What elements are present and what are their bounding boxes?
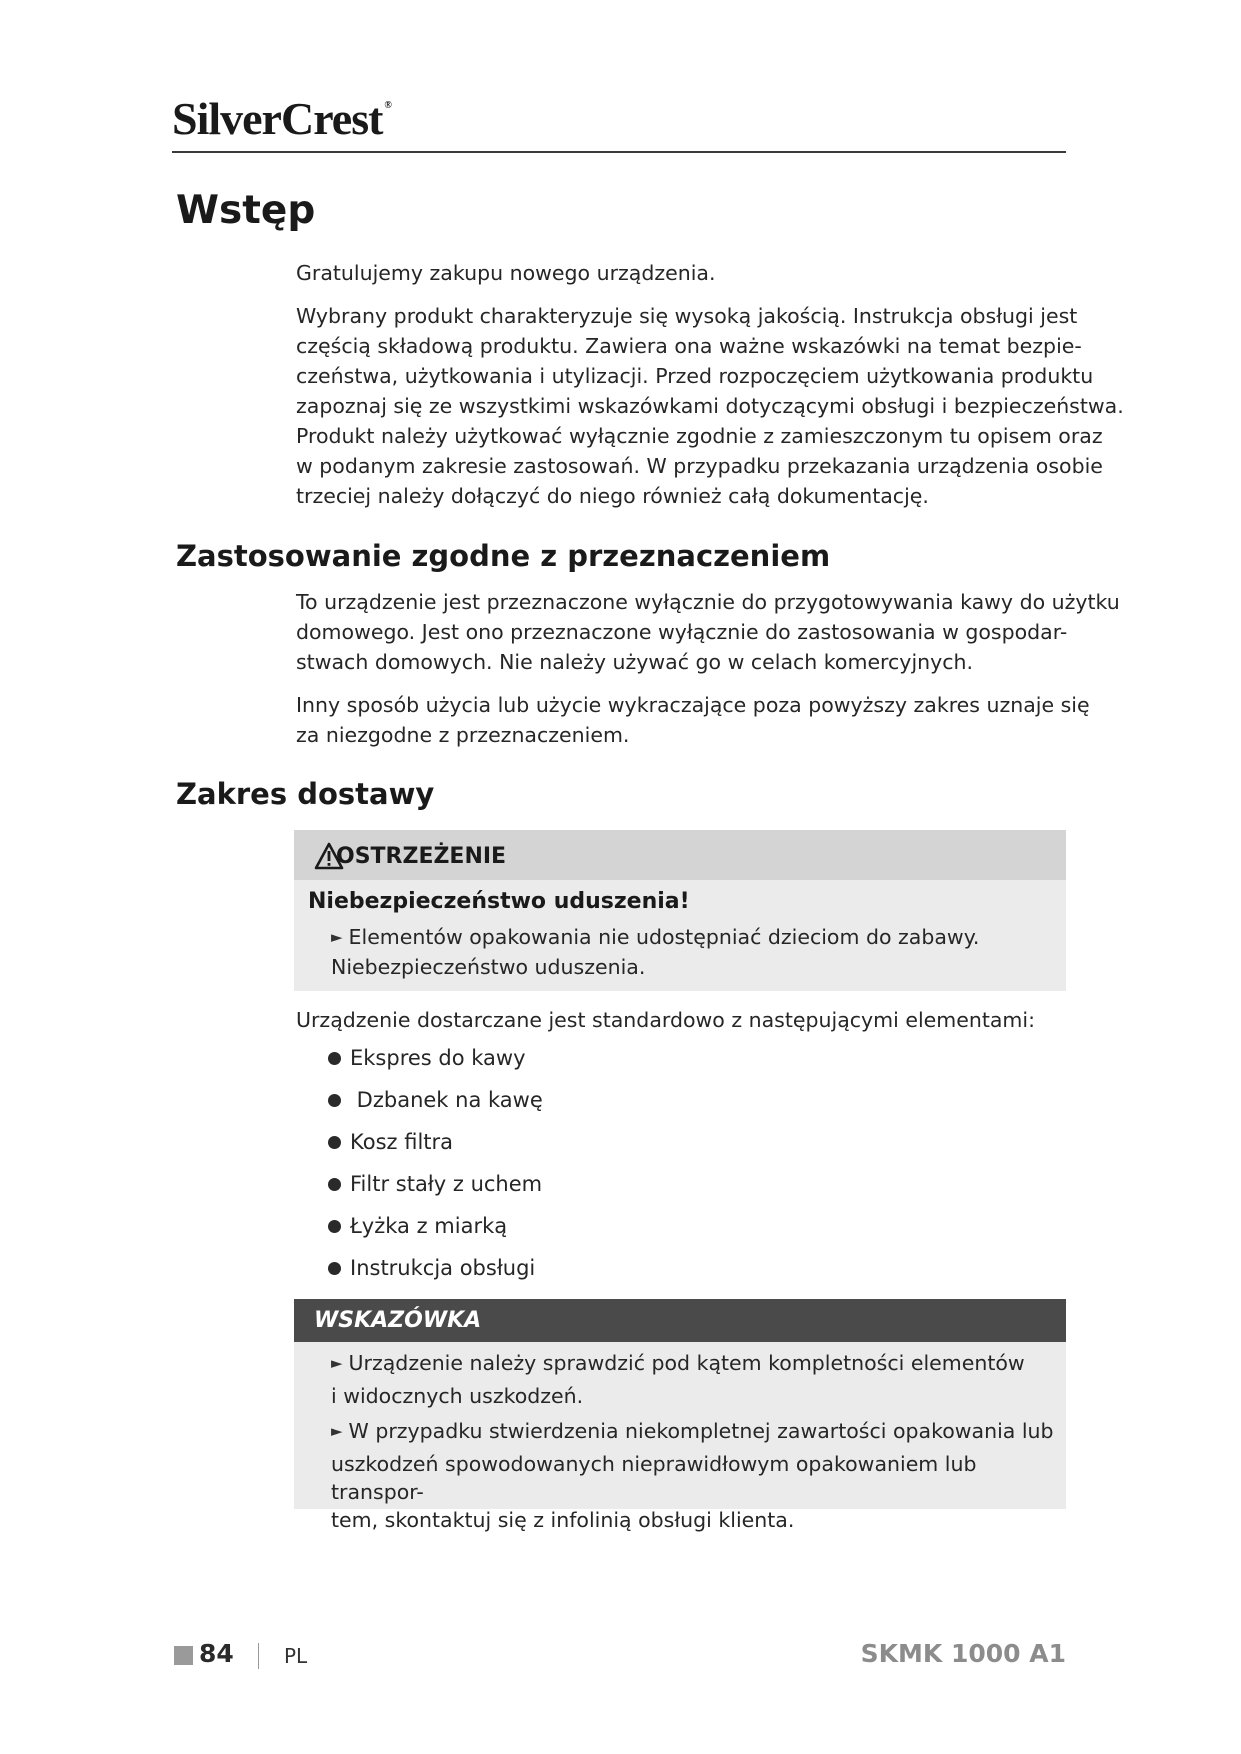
- list-item: Kosz filtra: [328, 1130, 453, 1154]
- warning-title: OSTRZEŻENIE: [314, 842, 506, 870]
- section-heading-intended-use: Zastosowanie zgodne z przeznaczeniem: [176, 539, 831, 573]
- list-item: Ekspres do kawy: [328, 1046, 526, 1070]
- bullet-icon: [328, 1262, 341, 1275]
- bullet-icon: [328, 1052, 341, 1065]
- note-item-1: ► Urządzenie należy sprawdzić pod kątem kompletności elementów i widocznych uszkodzeń.: [331, 1351, 1025, 1408]
- warning-box: [294, 830, 1066, 991]
- list-item: Filtr stały z uchem: [328, 1172, 542, 1196]
- intro-congrats: Gratulujemy zakupu nowego urządzenia.: [296, 261, 716, 285]
- section-heading-delivery: Zakres dostawy: [176, 777, 435, 811]
- warning-subtitle: Niebezpieczeństwo uduszenia!: [308, 889, 690, 914]
- note-box: [294, 1299, 1066, 1532]
- note-item-2: ► W przypadku stwierdzenia niekompletnej zawartości opakowania lub uszkodzeń spowodowanych nieprawidłowym opakowaniem lub transpor- tem, skontaktuj się z infolinią obsługi klienta.: [331, 1419, 1054, 1532]
- page-title: Wstęp: [176, 188, 316, 233]
- page-number: 84: [199, 1639, 234, 1668]
- delivery-intro: Urządzenie dostarczane jest standardowo z następującymi elementami:: [296, 1008, 1036, 1032]
- language-code: PL: [284, 1644, 308, 1668]
- header-rule: [172, 151, 1066, 153]
- footer-divider: [258, 1643, 259, 1669]
- list-item: Łyżka z miarką: [328, 1214, 507, 1238]
- intended-use-paragraph-2: Inny sposób użycia lub użycie wykraczające poza powyższy zakres uznaje się za niezgodne z przeznaczeniem.: [296, 693, 1090, 747]
- intended-use-paragraph-1: To urządzenie jest przeznaczone wyłącznie do przygotowywania kawy do użytku domowego. Jest ono przeznaczone wyłącznie do zastosowania w gospodar- stwach domowych. Nie należy używać go w celach komercyjnych.: [296, 590, 1120, 674]
- model-number: SKMK 1000 A1: [860, 1639, 1066, 1668]
- silvercrest-logo: SilverCrest ®: [172, 93, 391, 144]
- bullet-icon: [328, 1178, 341, 1191]
- warning-item: ► Elementów opakowania nie udostępniać dzieciom do zabawy. Niebezpieczeństwo uduszenia.: [331, 925, 980, 979]
- arrow-icon: ►: [331, 928, 343, 946]
- arrow-icon: ►: [331, 1354, 343, 1372]
- footer-marker: [174, 1646, 193, 1665]
- list-item: Dzbanek na kawę: [328, 1088, 543, 1112]
- list-item: Instrukcja obsługi: [328, 1256, 535, 1280]
- intro-paragraph: Wybrany produkt charakteryzuje się wysoką jakością. Instrukcja obsługi jest częścią składową produktu. Zawiera ona ważne wskazówki na temat bezpie- czeństwa, użytkowania i utylizacji. Przed rozpoczęciem użytkowania produktu zapoznaj się ze wszystkimi wskazówkami dotyczącymi obsługi i bezpieczeństwa. Produkt należy użytkować wyłącznie zgodnie z zamieszczonym tu opisem oraz w podanym zakresie zastosowań. W przypadku przekazania urządzenia osobie trzeciej należy dołączyć do niego również całą dokumentację.: [296, 304, 1124, 508]
- bullet-icon: [328, 1220, 341, 1233]
- note-title: WSKAZÓWKA: [314, 1308, 482, 1333]
- arrow-icon: ►: [331, 1422, 343, 1440]
- bullet-icon: [328, 1094, 341, 1107]
- bullet-icon: [328, 1136, 341, 1149]
